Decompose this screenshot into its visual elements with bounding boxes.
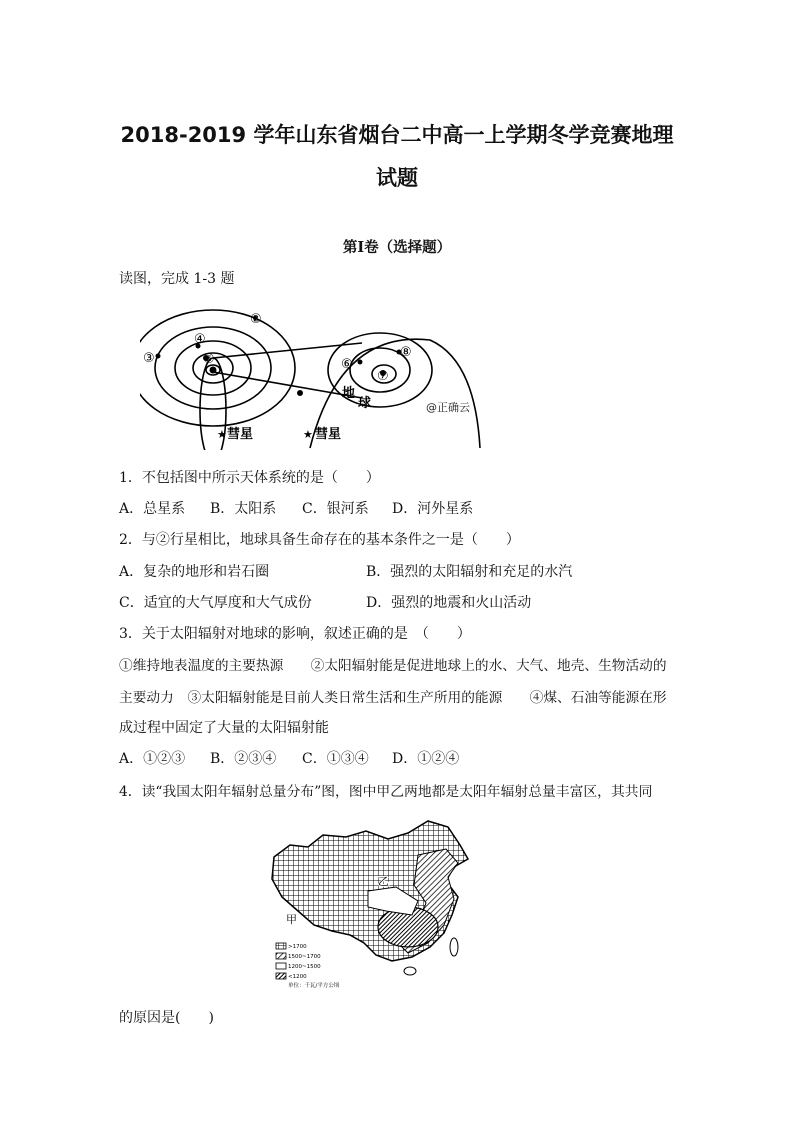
label-planet-5: ⑤: [203, 352, 215, 367]
comet-marker-right-icon: ★: [303, 428, 313, 441]
label-planet-3: ③: [143, 351, 155, 366]
paper-title-line2: 试题: [376, 166, 418, 190]
label-earth-2: 球: [358, 396, 372, 411]
q3-body-line-2: 主要动力 ③太阳辐射能是目前人类日常生活和生产所用的能源 ④煤、石油等能源在形: [119, 690, 667, 706]
label-planet-2: ②: [250, 312, 262, 327]
q1-option-b[interactable]: B．太阳系: [210, 501, 277, 517]
question-3-stem: 3．关于太阳辐射对地球的影响，叙述正确的是 （ ）: [119, 626, 471, 642]
q1-option-c[interactable]: C．银河系: [302, 501, 369, 517]
section-heading: 第Ⅰ卷（选择题）: [342, 239, 452, 256]
label-comet-right: 彗星: [315, 427, 342, 442]
region-label-jia: 甲: [286, 913, 297, 926]
legend-label-2: 1500~1700: [288, 954, 321, 960]
comet-marker-left-icon: ★: [217, 428, 227, 441]
label-planet-8: ⑧: [400, 345, 412, 360]
legend-label-4: <1200: [288, 974, 307, 980]
legend-label-1: >1700: [288, 944, 307, 950]
q3-option-a[interactable]: A．①②③: [119, 751, 186, 767]
q1-option-a[interactable]: A．总星系: [119, 501, 186, 517]
q1-option-d[interactable]: D．河外星系: [392, 501, 474, 517]
question-4-stem: 4．读“我国太阳年辐射总量分布”图，图中甲乙两地都是太阳年辐射总量丰富区，其共同: [119, 784, 653, 800]
intro-text: 读图，完成 1-3 题: [119, 271, 235, 287]
legend-label-3: 1200~1500: [288, 964, 321, 970]
watermark-text: @正确云: [426, 401, 470, 414]
label-planet-6: ⑥: [341, 357, 353, 372]
question-2-stem: 2．与②行星相比，地球具备生命存在的基本条件之一是（ ）: [119, 532, 520, 548]
celestial-systems-diagram: [140, 300, 490, 450]
question-1-stem: 1．不包括图中所示天体系统的是（ ）: [119, 470, 380, 486]
label-planet-7: ⑦: [377, 369, 389, 384]
q2-option-d[interactable]: D．强烈的地震和火山活动: [366, 595, 532, 611]
label-comet-left: 彗星: [227, 427, 254, 442]
region-label-yi: 乙: [378, 875, 389, 888]
label-planet-4: ④: [194, 332, 206, 347]
q2-option-c[interactable]: C．适宜的大气厚度和大气成份: [119, 595, 312, 611]
label-earth-1: 地: [342, 386, 356, 401]
paper-title-line1: 2018-2019 学年山东省烟台二中高一上学期冬学竞赛地理: [120, 123, 674, 147]
map-legend: [276, 943, 340, 989]
q3-option-d[interactable]: D．①②④: [392, 751, 460, 767]
china-solar-radiation-map: [268, 815, 478, 997]
q3-option-c[interactable]: C．①③④: [302, 751, 369, 767]
q3-body-line-1: ①维持地表温度的主要热源 ②太阳辐射能是促进地球上的水、大气、地壳、生物活动的: [119, 658, 667, 674]
question-4-tail: 的原因是( ): [119, 1010, 214, 1026]
legend-unit: 单位：千瓦/平方公顷: [288, 983, 340, 989]
q3-option-b[interactable]: B．②③④: [210, 751, 277, 767]
q2-option-a[interactable]: A．复杂的地形和岩石圈: [119, 564, 270, 580]
q3-body-line-3: 成过程中固定了大量的太阳辐射能: [119, 720, 329, 736]
q2-option-b[interactable]: B．强烈的太阳辐射和充足的水汽: [366, 564, 573, 580]
